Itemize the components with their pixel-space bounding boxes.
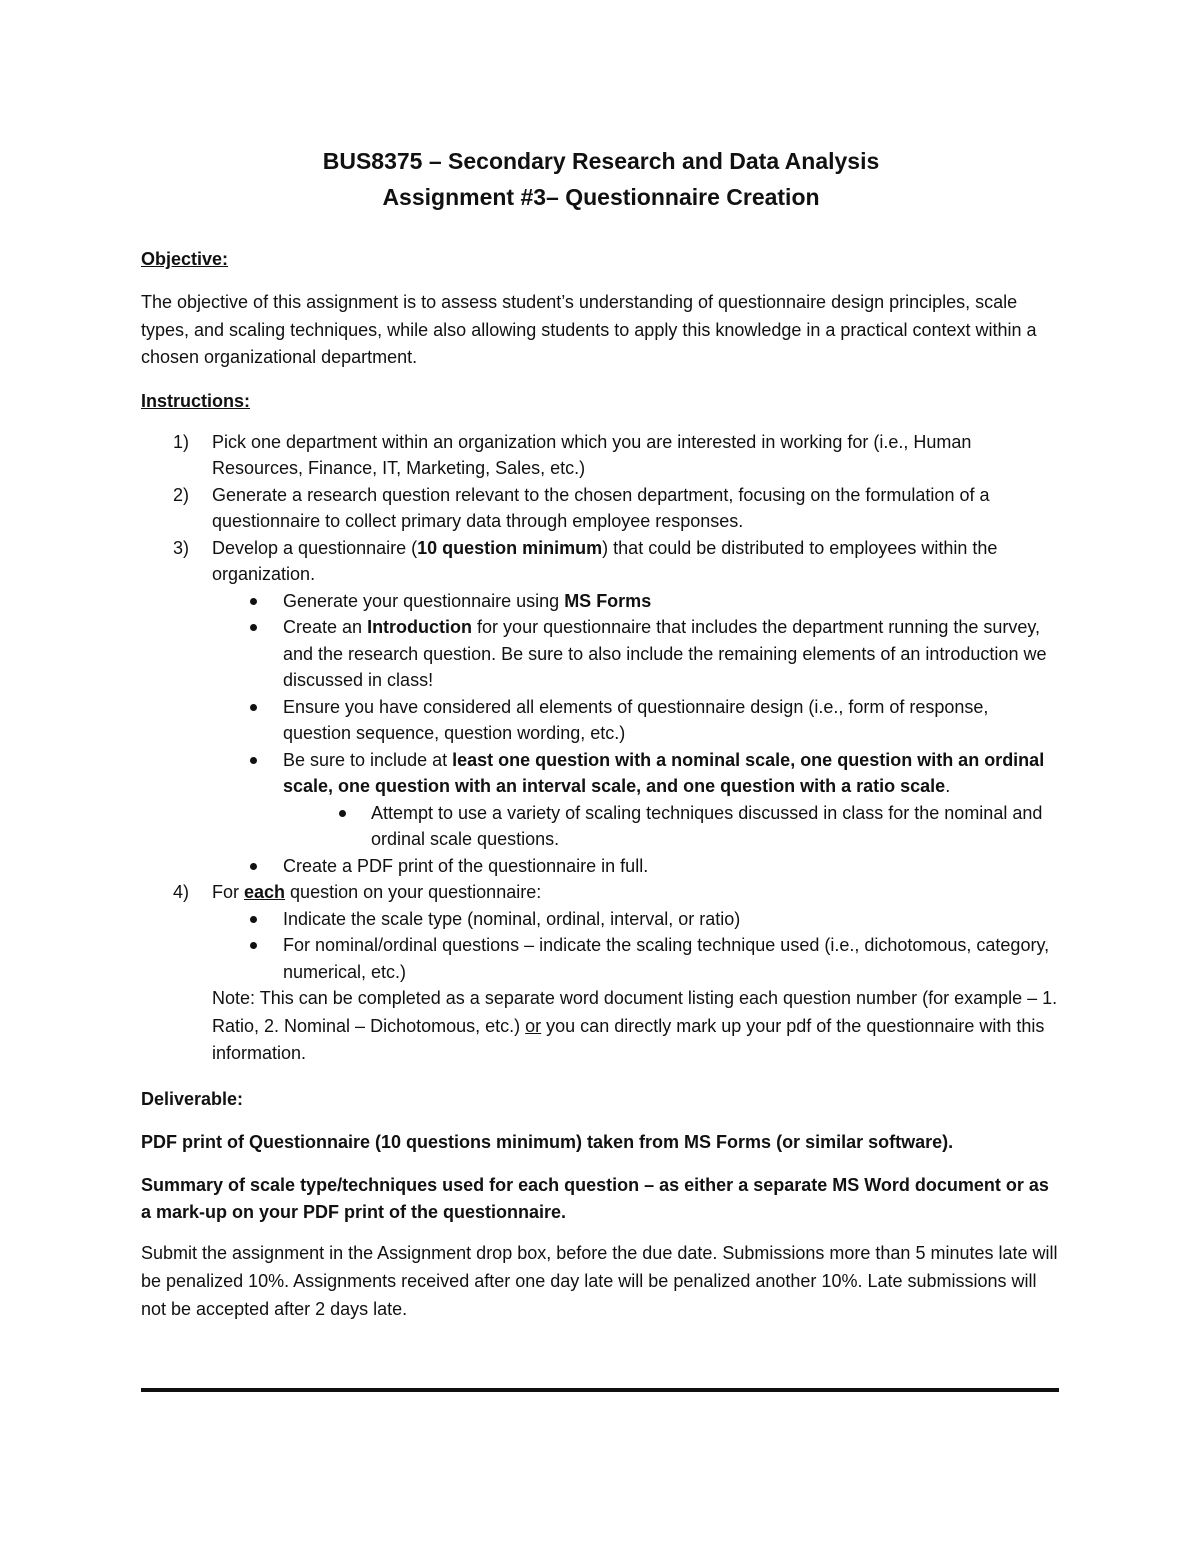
instruction-text-part: question on your questionnaire: <box>285 882 542 902</box>
bullet-item <box>212 747 1061 853</box>
deliverable-item-2: Summary of scale type/techniques used for each question – as either a separate MS Word document or as a mark-up on your PDF print of the questionnaire. <box>141 1174 1049 1222</box>
sub-bullets <box>283 800 1061 853</box>
objective-text: The objective of this assignment is to assess student’s understanding of questionnaire design principles, scale types, and scaling techniques, while also allowing students to apply this knowledge in a practical context within a chosen organizational department. <box>141 292 1037 367</box>
deliverable-heading: Deliverable: <box>141 1088 244 1109</box>
bullet-item <box>212 932 1061 985</box>
bullet-text-bold: least one question with a nominal scale, one question with an ordinal scale, one question with an interval scale, and one question with a ratio scale <box>283 749 1045 796</box>
bullet-item <box>212 906 1061 933</box>
instructions-heading: Instructions: <box>141 390 251 411</box>
instruction-text: Generate a research question relevant to the chosen department, focusing on the formulation of a questionnaire to collect primary data through employee responses. <box>212 484 990 531</box>
bullet-item <box>212 853 1061 880</box>
course-title: BUS8375 – Secondary Research and Data Analysis <box>322 148 880 174</box>
instruction-text-bold: 10 question minimum <box>417 537 603 558</box>
bullet-text: . <box>945 776 951 796</box>
bullet-item <box>212 588 1061 615</box>
bullet-text: Create a PDF print of the questionnaire in full. <box>283 855 649 876</box>
bullet-text-bold: Introduction <box>367 617 473 637</box>
bullet-text: for your questionnaire that includes the department running the survey, and the research question. Be sure to also include the remaining elements of an introduction we discussed in class! <box>283 617 1047 690</box>
bullet-item <box>212 694 1061 747</box>
bullet-text-bold: MS Forms <box>564 590 652 611</box>
sub-bullet-item <box>283 800 1061 853</box>
bottom-divider <box>141 1388 1059 1392</box>
instruction-number: 1) <box>173 431 190 452</box>
document-body <box>141 0 1061 1323</box>
instruction-text: Pick one department within an organization which you are interested in working for (i.e., Human Resources, Finance, IT, Marketing, Sales, etc.) <box>212 431 972 478</box>
instruction-item-1 <box>141 429 1061 482</box>
bullet-text: Indicate the scale type (nominal, ordinal, interval, or ratio) <box>283 908 741 929</box>
note-text: Note: This can be completed as a separate word document listing each question number (for example – 1. Ratio, 2. Nominal – Dichotomous, etc.) <box>212 988 1058 1036</box>
submission-text: Submit the assignment in the Assignment drop box, before the due date. Submissions more than 5 minutes late will be penalized 10%. Assignments received after one day late will be penalized another 10%. Late submissions will not be accepted after 2 days late. <box>141 1242 1058 1319</box>
sub-bullet-text: Attempt to use a variety of scaling techniques discussed in class for the nominal and ordinal scale questions. <box>371 802 1043 849</box>
bullet-text: Be sure to include at <box>283 749 453 770</box>
instruction-4-bullets <box>212 906 1061 986</box>
instruction-number: 4) <box>173 882 190 902</box>
note-text: you can directly mark up your pdf of the questionnaire with this information. <box>212 1015 1045 1063</box>
bullet-text: Ensure you have considered all elements of questionnaire design (i.e., form of response, question sequence, question wording, etc.) <box>283 696 989 743</box>
instruction-text-emphasis: each <box>244 882 286 902</box>
deliverable-item-1: PDF print of Questionnaire (10 questions minimum) taken from MS Forms (or similar software). <box>141 1131 954 1152</box>
bullet-item <box>212 614 1061 694</box>
instruction-text-part: ) that could be distributed to employees within the organization. <box>212 537 998 584</box>
instruction-3-bullets <box>212 588 1061 880</box>
instruction-number: 3) <box>173 537 190 558</box>
bullet-text: Generate your questionnaire using <box>283 590 565 611</box>
instructions-list <box>141 429 1061 1068</box>
assignment-title: Assignment #3– Questionnaire Creation <box>382 184 820 210</box>
instruction-text-part: For <box>212 882 245 902</box>
instruction-item-3 <box>141 535 1061 880</box>
bullet-text: For nominal/ordinal questions – indicate the scaling technique used (i.e., dichotomous, category, numerical, etc.) <box>283 935 1050 982</box>
instruction-item-4 <box>141 879 1061 1068</box>
objective-heading: Objective: <box>141 249 229 269</box>
instruction-item-2 <box>141 482 1061 535</box>
note-text-underlined: or <box>525 1015 542 1036</box>
instruction-number: 2) <box>173 484 190 505</box>
instruction-note <box>212 985 1061 1068</box>
instruction-text-part: Develop a questionnaire ( <box>212 537 418 558</box>
bullet-text: Create an <box>283 617 368 637</box>
